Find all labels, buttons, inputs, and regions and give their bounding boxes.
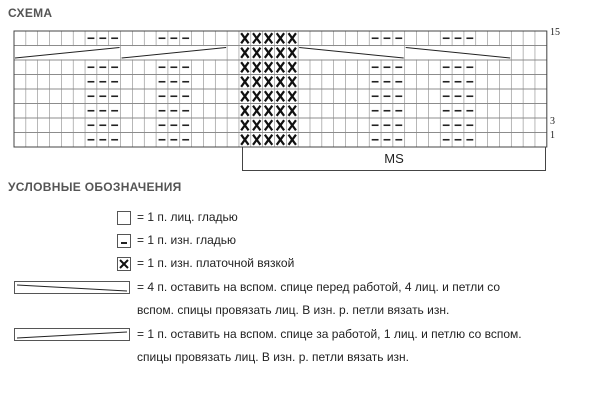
- ms-repeat-box: [242, 147, 546, 171]
- row-number-3: 3: [550, 116, 555, 127]
- cable-front-icon: [14, 281, 130, 294]
- legend-cable-back-text-line2: спицы провязать лиц. В изн. р. петли вязать изн.: [137, 350, 409, 364]
- legend-cable-back-text: = 1 п. оставить на вспом. спице за работой, 1 лиц. и петлю со вспом.: [137, 327, 522, 341]
- knit-stitch-icon: [117, 211, 131, 225]
- garter-stitch-icon: [117, 257, 131, 271]
- ms-label: MS: [384, 151, 404, 166]
- legend-title: УСЛОВНЫЕ ОБОЗНАЧЕНИЯ: [8, 180, 182, 194]
- chart-title: СХЕМА: [8, 6, 53, 20]
- legend-cable-front-text: = 4 п. оставить на вспом. спице перед работой, 4 лиц. и петли со: [137, 280, 501, 294]
- legend-purl-text: = 1 п. изн. гладью: [137, 233, 237, 247]
- row-number-1: 1: [550, 130, 555, 141]
- purl-stitch-icon: [117, 234, 131, 248]
- legend-cable-front-text-line2: вспом. спицы провязать лиц. В изн. р. петли вязать изн.: [137, 303, 450, 317]
- legend-knit-text: = 1 п. лиц. гладью: [137, 210, 238, 224]
- legend-garter-text: = 1 п. изн. платочной вязкой: [137, 256, 295, 270]
- cable-back-icon: [14, 328, 130, 341]
- row-number-15: 15: [550, 27, 560, 38]
